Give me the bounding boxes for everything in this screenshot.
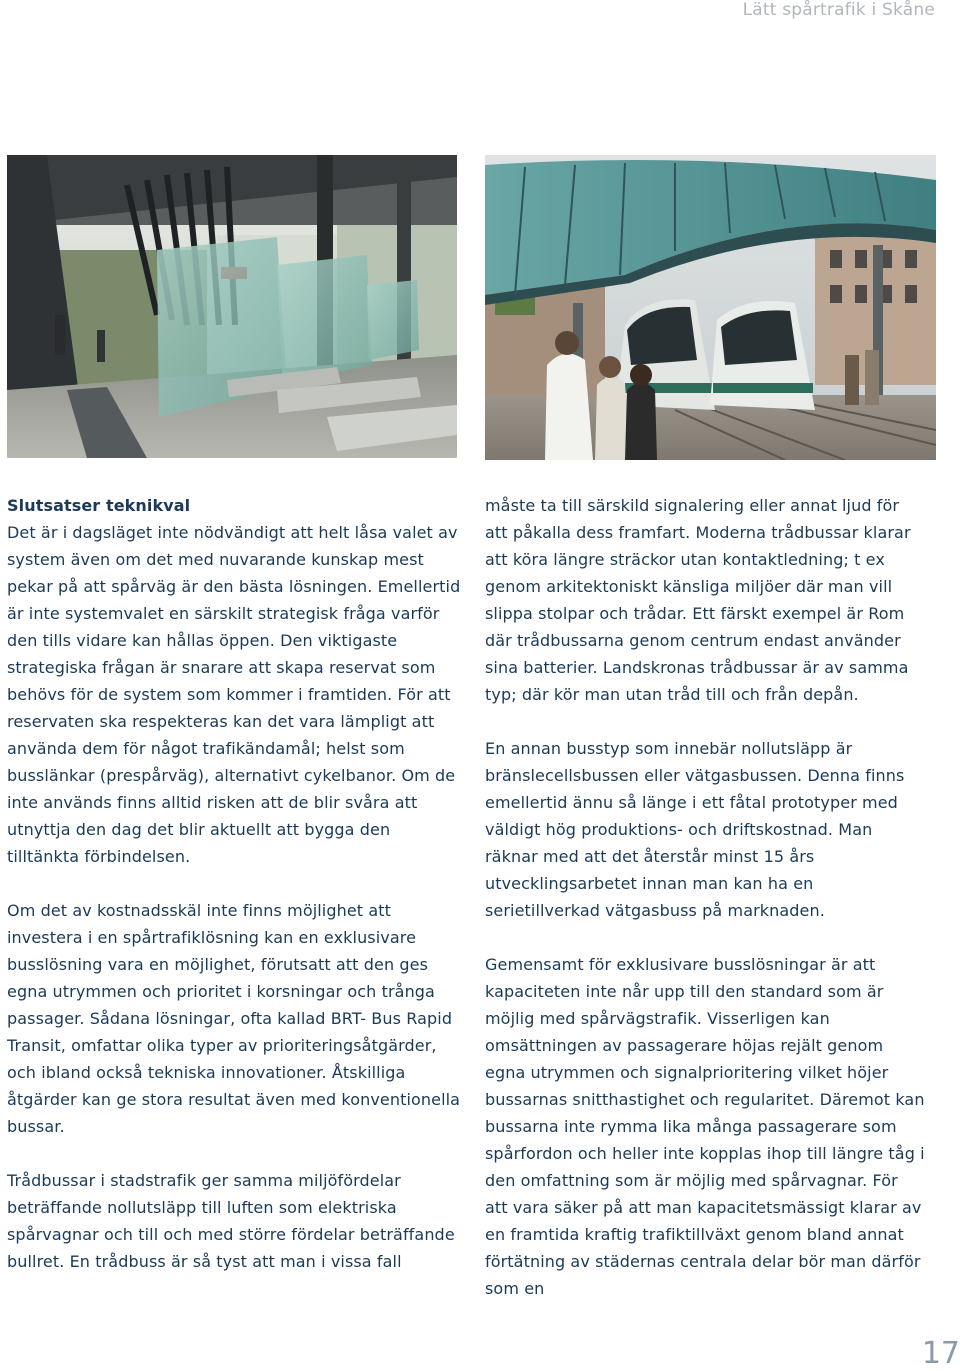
running-header: Lätt spårtrafik i Skåne	[742, 0, 935, 20]
photo-tram-station	[485, 155, 936, 460]
section-heading: Slutsatser teknikval	[7, 496, 191, 515]
page-number: 17	[921, 1336, 960, 1371]
paragraph-text: Det är i dagsläget inte nödvändigt att helt låsa valet av system även om det med nuvarande kunskap mest pekar på att spårväg är den bästa lösningen. Emellertid är inte systemvalet en särskilt strategisk fråga varför den tills vidare kan hållas öppen. Den viktigaste strategiska frågan är snarare att skapa reservat som behövs för de system som kommer i framtiden. För att reservaten ska respekteras kan det vara lämpligt att använda dem för något trafikändamål; helst som busslänkar (prespårväg), alternativt cykelbanor. Om de inte används finns alltid risken att de blir svåra att utnyttja den dag det blir aktuellt att bygga den tilltänkta förbindelsen.	[7, 523, 461, 866]
trolleybus-continued-paragraph: måste ta till särskild signalering eller annat ljud för att påkalla dess framfart. Moderna trådbussar klarar att köra längre sträckor utan kontaktledning; t ex genom arkitektoniskt känsliga miljöer där man vill slippa stolpar och trådar. Ett färskt exempel är Rom där trådbussarna genom centrum endast använder sina batterier. Landskronas trådbussar är av samma typ; där kör man utan tråd till och från depån.	[485, 496, 911, 704]
right-column	[485, 492, 925, 1302]
brt-paragraph: Om det av kostnadsskäl inte finns möjlighet att investera i en spårtrafiklösning kan en exklusivare busslösning vara en möjlighet, förutsatt att den ges egna utrymmen och prioritet i korsningar och trånga passager. Sådana lösningar, ofta kallad BRT- Bus Rapid Transit, omfattar olika typer av prioriteringsåtgärder, och ibland också tekniska innovationer. Åtskilliga åtgärder kan ge stora resultat även med konventionella bussar.	[7, 901, 461, 1136]
left-column	[7, 492, 462, 1275]
fuel-cell-paragraph: En annan busstyp som innebär nollutsläpp är bränslecellsbussen eller vätgasbussen. Denna finns emellertid ännu så länge i ett fåtal prototyper med väldigt hög produktions- och driftskostnad. Man räknar med att det återstår minst 15 års utvecklingsarbetet innan man kan ha en serietillverkad vätgasbuss på marknaden.	[485, 739, 905, 920]
photo-glass-station	[7, 155, 457, 458]
conclusion-paragraph	[7, 492, 462, 870]
trolleybus-paragraph: Trådbussar i stadstrafik ger samma miljöfördelar beträffande nollutsläpp till luften som elektriska spårvagnar och till och med större fördelar beträffande bullret. En trådbuss är så tyst att man i vissa fall	[7, 1171, 455, 1271]
bus-capacity-paragraph: Gemensamt för exklusivare busslösningar är att kapaciteten inte når upp till den standard som är möjlig med spårvägstrafik. Visserligen kan omsättningen av passagerare höjas rejält genom egna utrymmen och signalprioritering vilket höjer bussarnas snitthastighet och regularitet. Däremot kan bussarna inte rymma lika många passagerare som spårfordon och heller inte kopplas ihop till längre tåg i den omfattning som är möjlig med spårvagnar. För att vara säker på att man kapacitetsmässigt klarar av en framtida kraftig trafiktillväxt genom bland annat förtätning av städernas centrala delar bör man därför som en	[485, 955, 925, 1298]
